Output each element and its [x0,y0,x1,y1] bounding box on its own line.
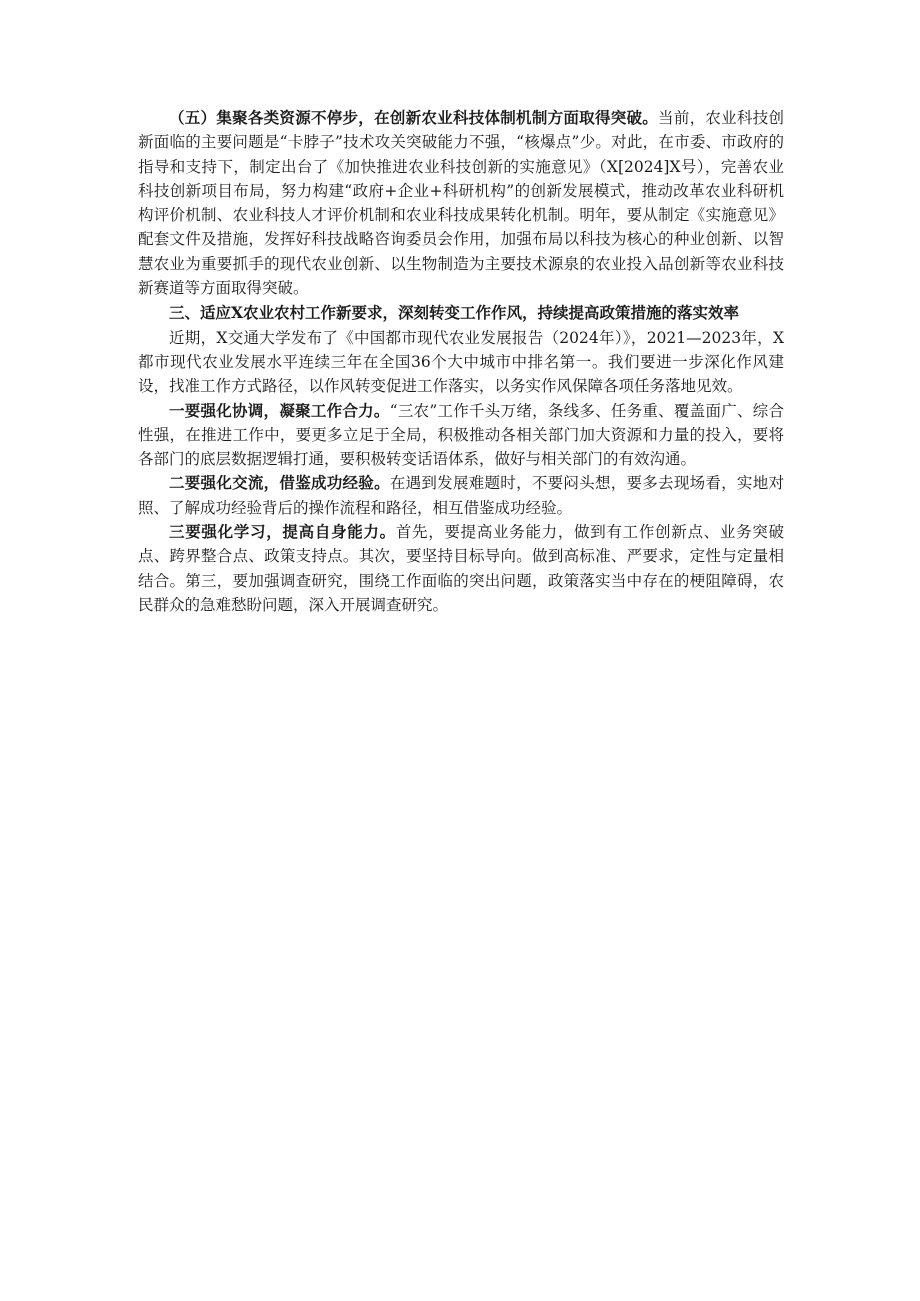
paragraph-body: 在遇到发展难题时，不要闷头想，要多去现场看，实地对照、了解成功经验背后的操作流程和路径，相互借鉴成功经验。 [138,474,784,517]
paragraph-lead: 一要强化协调，凝聚工作合力。 [169,400,390,420]
paragraph-body: 首先，要提高业务能力，做到有工作创新点、业务突破点、跨界整合点、政策支持点。其次，要坚持目标导向。做到高标准、严要求，定性与定量相结合。第三，要加强调查研究，围绕工作面临的突出问题，政策落实当中存在的梗阻障碍，农民群众的急难愁盼问题，深入开展调查研究。 [138,523,784,614]
paragraph-agri-tech-reform [138,106,784,300]
paragraph-coordination [138,399,784,472]
paragraph-body: 当前，农业科技创新面临的主要问题是“卡脖子”技术攻关突破能力不强，“核爆点”少。对此，在市委、市政府的指导和支持下，制定出台了《加快推进农业科技创新的实施意见》（X[2024]X号），完善农业科技创新项目布局，努力构建“政府+企业+科研机构”的创新发展模式，推动改革农业科研机构评价机制、农业科技人才评价机制和农业科技成果转化机制。明年，要从制定《实施意见》配套文件及措施，发挥好科技战略咨询委员会作用，加强布局以科技为核心的种业创新、以智慧农业为重要抓手的现代农业创新、以生物制造为主要技术源泉的农业投入品创新等农业科技新赛道等方面取得突破。 [138,109,784,298]
paragraph-exchange [138,471,784,520]
paragraph-learning [138,520,784,617]
paragraph-recent-report [138,326,784,399]
paragraph-lead: 二要强化交流，借鉴成功经验。 [169,473,390,493]
paragraph-lead: （五）集聚各类资源不停步，在创新农业科技体制机制方面取得突破。 [169,108,659,127]
paragraph-lead: 三要强化学习，提高自身能力。 [169,522,396,542]
section-heading-three: 三、适应X农业农村工作新要求，深刻转变工作作风，持续提高政策措施的落实效率 [169,303,740,323]
document-page [138,106,784,617]
paragraph-body: “三农”工作千头万绪，条线多、任务重、覆盖面广、综合性强，在推进工作中，要更多立足于全局，积极推动各相关部门加大资源和力量的投入，要将各部门的底层数据逻辑打通，要积极转变话语体系，做好与相关部门的有效沟通。 [138,401,784,469]
paragraph-body: 近期，X交通大学发布了《中国都市现代农业发展报告（2024年）》，2021—2023年，X都市现代农业发展水平连续三年在全国36个大中城市中排名第一。我们要进一步深化作风建设，找准工作方式路径，以作风转变促进工作落实，以务实作风保障各项任务落地见效。 [138,328,784,396]
